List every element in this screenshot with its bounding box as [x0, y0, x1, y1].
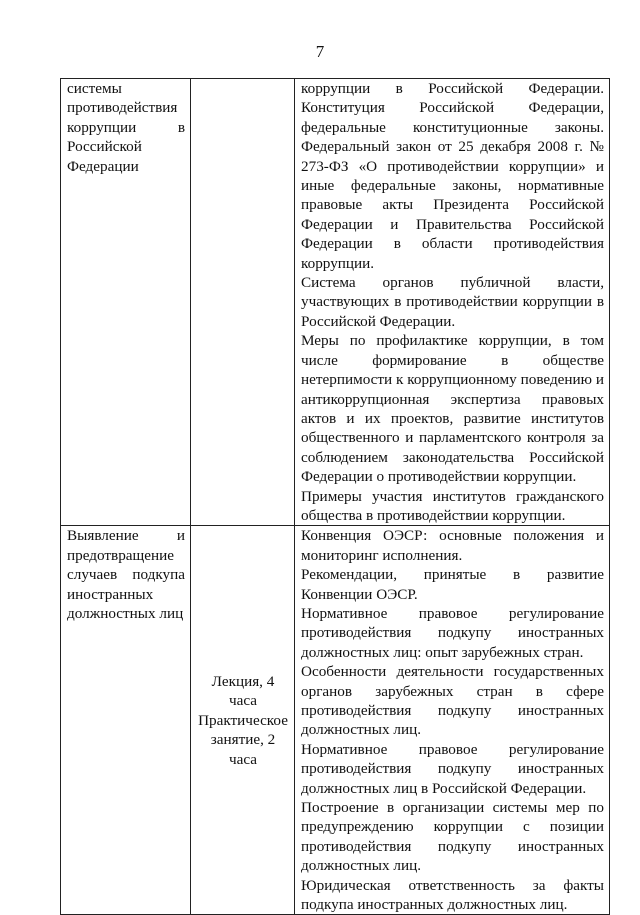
content-paragraph: Примеры участия институтов гражданского общества в противодействии коррупции. — [301, 487, 604, 524]
content-paragraph: Особенности деятельности государственных органов зарубежных стран в сфере противодействия подкупу иностранных должностных лиц. — [301, 663, 604, 739]
page-number: 7 — [315, 42, 325, 61]
content-cell — [295, 79, 610, 526]
hours-cell — [191, 79, 295, 526]
hours-cell: Лекция, 4 часа Практическое занятие, 2 часа — [191, 526, 295, 915]
curriculum-table — [60, 78, 610, 915]
content-cell — [295, 526, 610, 915]
table-row — [61, 79, 610, 526]
content-paragraph: Нормативное правовое регулирование противодействия подкупу иностранных должностных лиц: опыт зарубежных стран. — [301, 604, 604, 661]
content-paragraph: Рекомендации, принятые в развитие Конвенции ОЭСР. — [301, 566, 604, 603]
table-row — [61, 526, 610, 915]
content-paragraph: Построение в организации системы мер по предупреждению коррупции с позиции противодействия подкупу иностранных должностных лиц. — [301, 799, 604, 875]
topic-cell: Выявление и предотвращение случаев подкупа иностранных должностных лиц — [61, 526, 191, 915]
content-paragraph: Меры по профилактике коррупции, в том числе формирование в обществе нетерпимости к коррупционному поведению и антикоррупционная экспертиза правовых актов и их проектов, развитие институтов общественного и парламентского контроля за соблюдением законодательства Российской Федерации о противодействии коррупции. — [301, 332, 604, 486]
content-paragraph: Конвенция ОЭСР: основные положения и мониторинг исполнения. — [301, 527, 604, 564]
content-paragraph: Нормативное правовое регулирование противодействия подкупу иностранных должностных лиц в Российской Федерации. — [301, 740, 604, 797]
content-paragraph: Система органов публичной власти, участвующих в противодействии коррупции в Российской Федерации. — [301, 274, 604, 330]
topic-cell: системы противодействия коррупции в Российской Федерации — [61, 79, 191, 526]
content-paragraph: Юридическая ответственность за факты подкупа иностранных должностных лиц. — [301, 876, 604, 914]
content-paragraph: коррупции в Российской Федерации. Конституция Российской Федерации, федеральные конституционные законы. Федеральный закон от 25 декабря 2008 г. № 273-ФЗ «О противодействии коррупции» и иные федеральные законы, нормативные правовые акты Президента Российской Федерации и Правительства Российской Федерации в области противодействия коррупции. — [301, 80, 604, 272]
